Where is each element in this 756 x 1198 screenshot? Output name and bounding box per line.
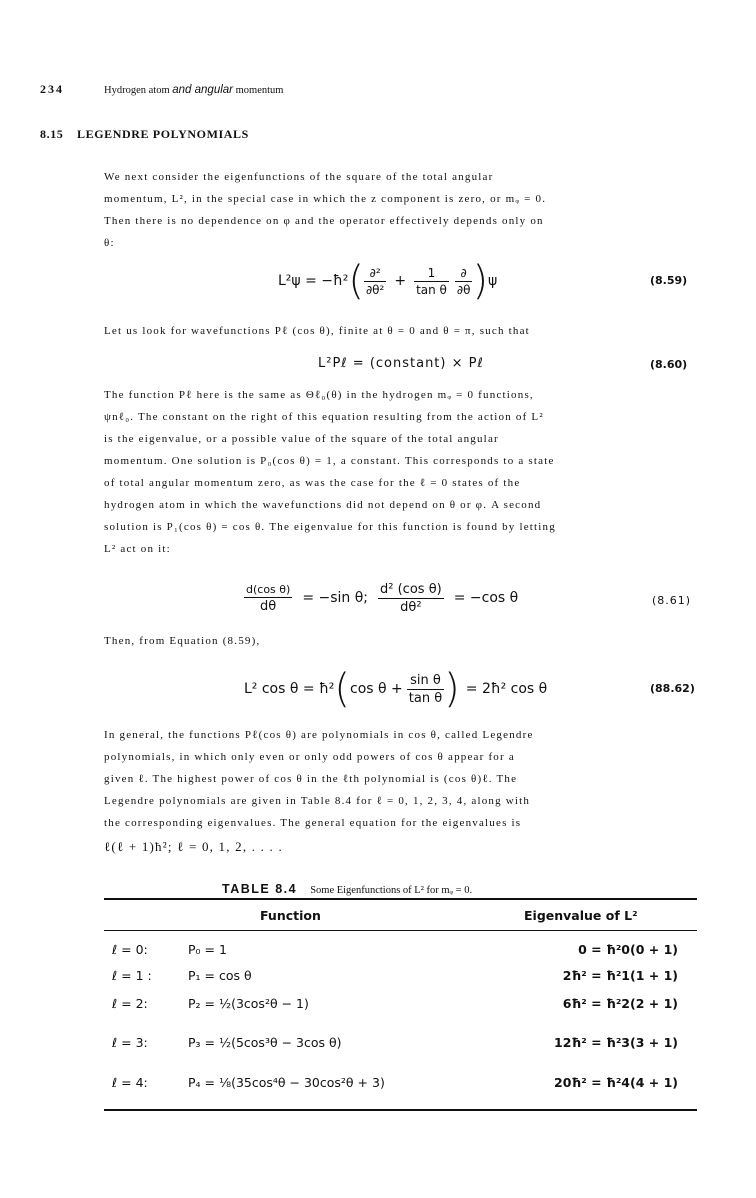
left-paren: ( [348, 258, 364, 304]
paragraph-line: momentum. One solution is P₀(cos θ) = 1, a constant. This corresponds to a state [104, 455, 555, 467]
table-row-function: P₄ = ⅛(35cos⁴θ − 30cos²θ + 3) [188, 1075, 385, 1090]
table-row-eigenvalue: 20ħ² = ħ²4(4 + 1) [554, 1075, 678, 1090]
equation-8-61 [244, 576, 518, 620]
paragraph-line: L² act on it: [104, 543, 171, 555]
paragraph-line: momentum, L², in the special case in which the z component is zero, or mᵩ = 0. [104, 193, 547, 205]
paragraph-line: Then there is no dependence on φ and the operator effectively depends only on [104, 215, 544, 227]
fraction [407, 673, 444, 706]
section-title: LEGENDRE POLYNOMIALS [77, 127, 249, 141]
eq-cos: cos θ + [350, 681, 403, 697]
paragraph-4: Then, from Equation (8.59), [104, 635, 261, 647]
eq-psi: ψ [488, 273, 498, 289]
section-heading [40, 127, 249, 142]
table-row-eigenvalue: 0 = ħ²0(0 + 1) [578, 942, 678, 957]
denominator: ∂θ [456, 282, 471, 297]
numerator: d(cos θ) [246, 582, 291, 596]
equation-number: (8.60) [650, 358, 688, 371]
paragraph-line: ℓ(ℓ + 1)ħ²; ℓ = 0, 1, 2, . . . . [104, 839, 283, 854]
plus-sign: + [394, 273, 407, 289]
table-row-eigenvalue: 12ħ² = ħ²3(3 + 1) [554, 1035, 678, 1050]
table-row-eigenvalue: 6ħ² = ħ²2(2 + 1) [562, 996, 678, 1011]
fraction [364, 266, 386, 297]
running-title-b: and angular [172, 84, 233, 96]
fraction [455, 266, 473, 297]
eq-middle: = −sin θ; [302, 590, 369, 606]
table-caption-text: Some Eigenfunctions of L² for mᵩ = 0. [310, 885, 473, 896]
paragraph-line: solution is P₁(cos θ) = cos θ. The eigenvalue for this function is found by letting [104, 521, 556, 533]
equation-8-59 [278, 256, 497, 306]
table-bottom-rule [104, 1109, 697, 1111]
table-row-ell: ℓ = 3: [112, 1035, 148, 1050]
fraction [378, 582, 444, 615]
table-row-ell: ℓ = 1 : [112, 968, 152, 983]
table-top-rule [104, 898, 697, 900]
denominator: tan θ [416, 282, 447, 297]
table-label: TABLE 8.4 [222, 882, 298, 896]
eq-lhs: L²ψ = −ħ² [278, 273, 349, 289]
paragraph-line: the corresponding eigenvalues. The general equation for the eigenvalues is [104, 817, 522, 829]
paragraph-line: hydrogen atom in which the wavefunctions did not depend on θ or φ. A second [104, 499, 542, 511]
eq-rhs: = 2ħ² cos θ [465, 681, 548, 697]
paragraph-line: We next consider the eigenfunctions of the square of the total angular [104, 171, 494, 183]
denominator: ∂θ² [365, 282, 385, 297]
equation-number: (8.59) [650, 274, 688, 287]
table-row-function: P₀ = 1 [188, 942, 227, 957]
table-caption [222, 878, 472, 897]
numerator: ∂² [364, 266, 386, 282]
table-row-ell: ℓ = 2: [112, 996, 148, 1011]
paragraph-line: ψnℓ₀. The constant on the right of this equation resulting from the action of L² [104, 411, 544, 423]
paragraph-line: In general, the functions Pℓ(cos θ) are polynomials in cos θ, called Legendre [104, 729, 534, 741]
table-row-function: P₃ = ½(5cos³θ − 3cos θ) [188, 1035, 342, 1050]
numerator: sin θ [407, 673, 444, 690]
table-row-ell: ℓ = 4: [112, 1075, 148, 1090]
paragraph-line: Legendre polynomials are given in Table 8.4 for ℓ = 0, 1, 2, 3, 4, along with [104, 795, 531, 807]
paragraph-line: given ℓ. The highest power of cos θ in the ℓth polynomial is (cos θ)ℓ. The [104, 773, 518, 785]
paragraph-line: θ: [104, 237, 115, 249]
table-row-function: P₁ = cos θ [188, 968, 252, 983]
fraction [244, 583, 292, 614]
eq-lhs: L² cos θ = ħ² [244, 681, 335, 697]
numerator: d² (cos θ) [380, 581, 442, 597]
table-header-function: Function [260, 908, 321, 923]
section-number: 8.15 [40, 127, 64, 141]
table-row-eigenvalue: 2ħ² = ħ²1(1 + 1) [562, 968, 678, 983]
running-title-c: momentum [235, 85, 284, 96]
paragraph-line: of total angular momentum zero, as was the case for the ℓ = 0 states of the [104, 477, 521, 489]
paragraph-line: The function Pℓ here is the same as Θℓ₀(θ) in the hydrogen mᵩ = 0 functions, [104, 389, 534, 401]
numerator: 1 [414, 266, 449, 282]
fraction [414, 266, 449, 297]
paragraph-line: polynomials, in which only even or only odd powers of cos θ appear for a [104, 751, 515, 763]
paragraph-2: Let us look for wavefunctions Pℓ (cos θ), finite at θ = 0 and θ = π, such that [104, 325, 530, 337]
paragraph-line: is the eigenvalue, or a possible value of the square of the total angular [104, 433, 499, 445]
equation-8-62 [244, 664, 547, 714]
numerator: ∂ [455, 266, 473, 282]
equation-number: (8.61) [652, 594, 692, 607]
running-title-a: Hydrogen atom [104, 85, 170, 96]
equation-number: (88.62) [650, 682, 695, 695]
denominator: dθ [260, 598, 277, 614]
eq-rhs: = −cos θ [453, 590, 519, 606]
denominator: dθ² [400, 599, 422, 615]
right-paren: ) [472, 258, 489, 304]
right-paren: ) [444, 666, 460, 712]
left-paren: ( [334, 666, 351, 712]
running-title [104, 84, 283, 96]
table-header-rule [104, 930, 697, 931]
page-number: 234 [40, 82, 64, 96]
table-row-function: P₂ = ½(3cos²θ − 1) [188, 996, 309, 1011]
table-header-eigenvalue: Eigenvalue of L² [524, 908, 638, 923]
table-row-ell: ℓ = 0: [112, 942, 148, 957]
denominator: tan θ [408, 690, 443, 706]
equation-8-60: L²Pℓ = (constant) × Pℓ [318, 356, 484, 371]
